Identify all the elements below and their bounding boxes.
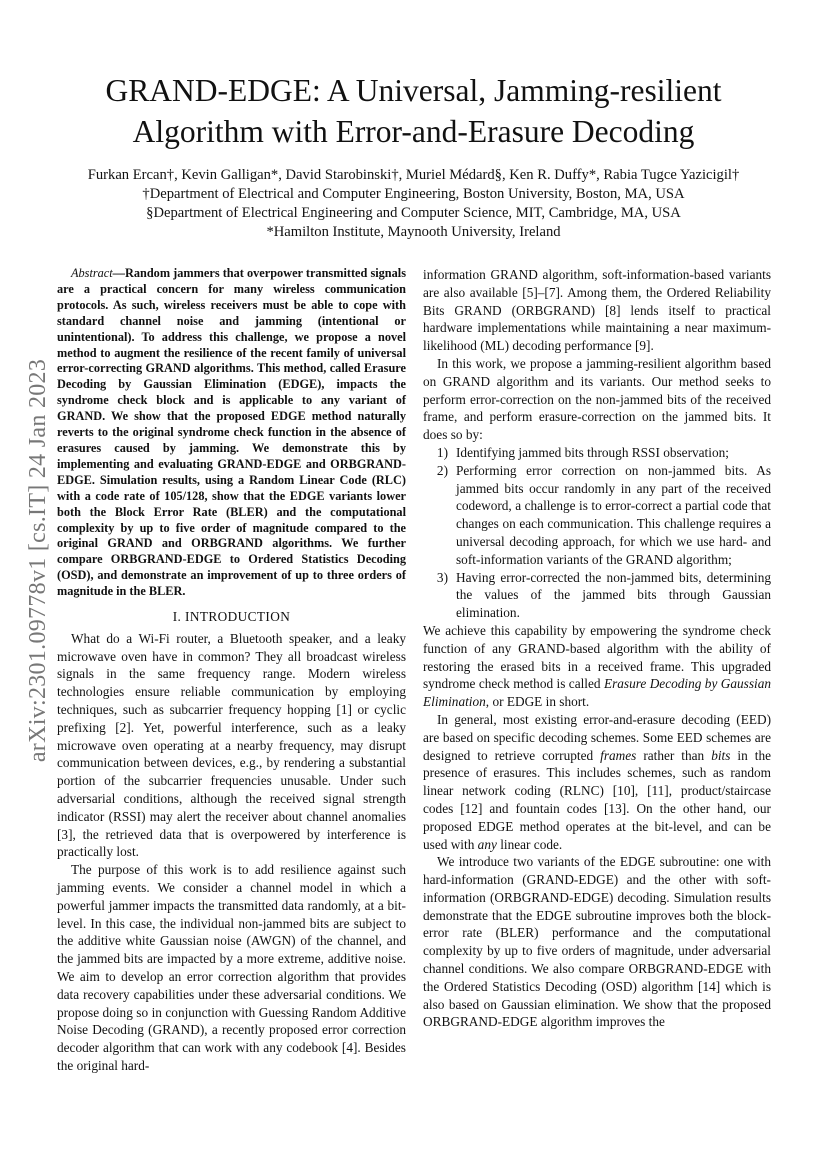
right-paragraph-eed [423,711,771,853]
paper-title [60,70,767,152]
right-paragraph-variants: We introduce two variants of the EDGE subroutine: one with hard-information (GRAND-EDGE) and the other with soft-information (ORBGRAND-EDGE) decoding. Simulation results demonstrate that the EDGE subroutine improves both the block-error rate (BLER) performance and the computational complexity by up to five orders of magnitude, under adversarial channel conditions. We also compare ORBGRAND-EDGE with the Ordered Statistics Decoding (OSD) algorithm [14] which is also based on Gaussian elimination. We show that the proposed ORBGRAND-EDGE algorithm improves the [423,854,771,1030]
arxiv-identifier: arXiv:2301.09778v1 [cs.IT] 24 Jan 2023 [25,358,52,762]
title-line-2: Algorithm with Error-and-Erasure Decoding [132,114,695,149]
abstract-label: Abstract [71,266,113,280]
affiliation-mit: §Department of Electrical Engineering and Computer Science, MIT, Cambridge, MA, USA [146,205,681,221]
title-line-1: GRAND-EDGE: A Universal, Jamming-resilient [105,73,722,108]
intro-paragraph-1: What do a Wi-Fi router, a Bluetooth speaker, and a leaky microwave oven have in common? They all broadcast wireless signals in the same frequency range. Modern wireless technologies ensure reliable communication by employing techniques, such as subcarrier frequency hopping [1] or cyclic prefixing [2]. Yet, powerful interference, such as a leaky microwave oven operating at a nearby frequency, may disrupt communication between devices, e.g., by rendering a substantial portion of the subcarrier frequencies unusable. Under such adversarial conditions, although the received signal strength indicator (RSSI) may alert the receiver about channel anomalies [3], the retrieved data that is overpowered by interference is practically lost. [57,630,406,860]
affiliation-bu: †Department of Electrical and Computer Engineering, Boston University, Boston, MA, USA [142,186,685,202]
step-number: 3) [436,569,448,585]
text-run: linear code. [496,836,563,852]
right-paragraph-method: In this work, we propose a jamming-resilient algorithm based on GRAND algorithm and its variants. Our method seeks to perform error-correction on the non-jammed bits of the received frame, and perform erasure-correction on the jammed bits. It does so by: [423,355,771,443]
intro-paragraph-2: The purpose of this work is to add resilience against such jamming events. We consider a channel model in which a powerful jammer impacts the transmitted data randomly, at a bit-level. In this case, the individual non-jammed bits are subject to the additive white Gaussian noise (AWGN) of the channel, and the jammed bits are impacted by a more extreme, additive noise. We aim to develop an error correction algorithm that provides data recovery capabilities under these adversarial conditions. We propose doing so in conjunction with Guessing Random Additive Noise Decoding (GRAND), a recently proposed error correction decoder algorithm that can work with any codebook [4]. Besides the original hard- [57,862,406,1073]
abstract-text: —Random jammers that overpower transmitted signals are a practical concern for many wireless communication protocols. As such, wireless receivers must be able to cope with standard channel noise and jamming (intentional or unintentional). To address this challenge, we propose a novel method to augment the resilience of the recent family of universal error-correcting GRAND algorithms. This method, called Erasure Decoding by Gaussian Elimination (EDGE), impacts the syndrome check block and is applicable to any variant of GRAND. We show that the proposed EDGE method naturally reverts to the original syndrome check function in the absence of erasures caused by jamming. We demonstrate this by implementing and evaluating GRAND-EDGE and ORBGRAND-EDGE. Simulation results, using a Random Linear Code (RLC) with a code rate of 105/128, show that the EDGE variants lower both the Block Error Rate (BLER) and the computational complexity by up to five order of magnitude compared to the original GRAND and ORBGRAND algorithms. We further compare ORBGRAND-EDGE to Ordered Statistics Decoding (OSD), and demonstrate an improvement of up to three orders of magnitude in the BLER. [57,266,406,599]
text-run: rather than [636,747,712,763]
left-column [57,266,406,1075]
section-heading-introduction: I. INTRODUCTION [172,609,291,625]
text-run: We achieve this capability by empowering the syndrome check function of any GRAND-based algorithm with the ability of restoring the erased bits in a received frame. This upgraded syndrome check method is called [423,622,771,692]
list-item [423,444,771,462]
step-text: Having error-corrected the non-jammed bits, determining the values of the jammed bits through Gaussian elimination. [456,569,771,621]
method-steps-list [423,444,771,622]
affiliation-maynooth: *Hamilton Institute, Maynooth University, Ireland [266,224,561,240]
author-names: Furkan Ercan†, Kevin Galligan*, David Starobinski†, Muriel Médard§, Ken R. Duffy*, Rabia Tugce Yazicigil† [87,167,740,183]
step-number: 2) [436,462,448,478]
right-paragraph-edge [423,622,771,711]
right-column [423,266,771,1031]
list-item [423,462,771,569]
emphasis-any: any [477,836,497,852]
step-text: Identifying jammed bits through RSSI observation; [456,444,729,460]
step-number: 1) [436,444,448,460]
emphasis-frames: frames [600,747,637,763]
emphasis-bits: bits [711,747,731,763]
text-run: in the presence of erasures. This includes schemes, such as random linear network coding (RLNC) [10], [11], product/staircase codes [12] and fountain codes [13]. On the other hand, our proposed EDGE method operates at the bit-level, and can be used with [423,747,771,852]
text-run: , or EDGE in short. [485,694,590,710]
step-text: Performing error correction on non-jammed bits. As jammed bits occur randomly in any part of the received codeword, a challenge is to error-correct a partial code that changes on each communication. This challenge requires a universal decoding approach, for which we use hard- and soft-information variants of the GRAND algorithm; [456,462,771,567]
abstract [57,266,406,600]
right-continuation-paragraph: information GRAND algorithm, soft-information-based variants are also available [5]–[7]. Among them, the Ordered Reliability Bits GRAND (ORBGRAND) [8] lends itself to practical hardware implementations while maintaining a near maximum-likelihood (ML) decoding performance [9]. [423,267,771,354]
author-block [40,166,787,242]
text-run: In general, most existing error-and-erasure decoding (EED) are based on specific decoding schemes. Some EED schemes are designed to retrieve corrupted [423,711,771,763]
emphasis-edge-name: Erasure Decoding by Gaussian Elimination [423,676,771,710]
list-item [423,569,771,622]
